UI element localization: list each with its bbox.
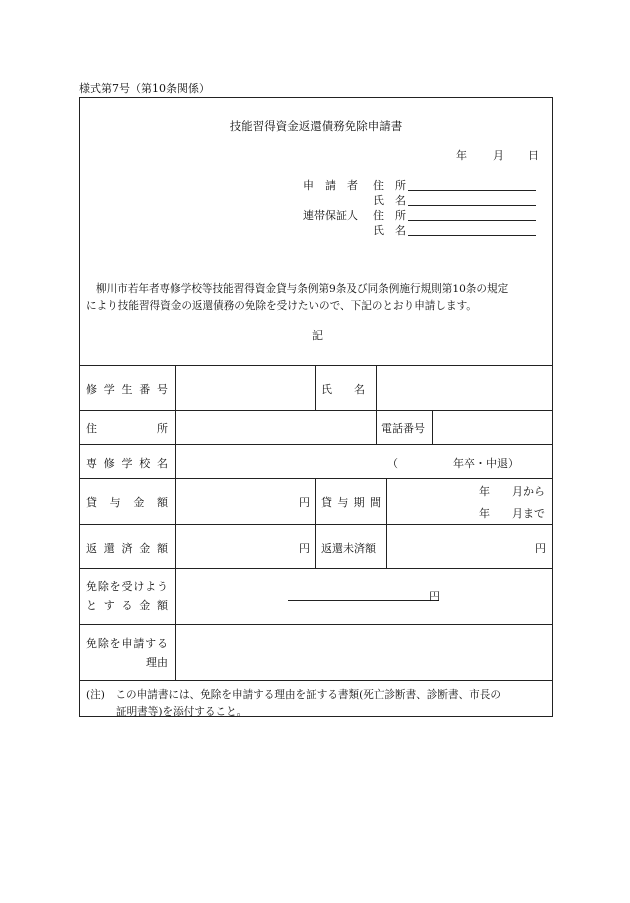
address-field[interactable]	[176, 411, 375, 443]
exempt-amount-yen: 円	[429, 590, 440, 603]
student-number-field[interactable]	[176, 366, 314, 409]
exempt-reason-label-line-2: 理由	[146, 656, 168, 669]
row-divider	[315, 478, 316, 568]
note-line-2: 証明書等)を添付すること。	[116, 706, 248, 718]
loan-period-from: 年 月から	[479, 485, 545, 498]
student-name-field[interactable]	[377, 366, 551, 409]
form-number: 様式第7号（第10条関係）	[79, 82, 210, 95]
student-number-label: 修学生番号	[86, 383, 168, 396]
unpaid-amount-label: 返還未済額	[321, 542, 376, 555]
exempt-reason-label-line-1: 免除を申請する	[86, 637, 168, 650]
applicant-name-field[interactable]	[408, 193, 536, 206]
applicant-address-field[interactable]	[408, 178, 536, 191]
table-divider	[80, 680, 552, 681]
applicant-address-label: 住 所	[373, 179, 406, 192]
address-label: 住所	[86, 422, 168, 435]
row-divider	[386, 478, 387, 568]
phone-label: 電話番号	[381, 422, 425, 435]
exempt-amount-label-line-2: とする金額	[86, 599, 168, 612]
applicant-role: 申 請 者	[303, 179, 358, 192]
school-label: 専修学校名	[86, 457, 168, 470]
guarantor-address-label: 住 所	[373, 209, 406, 222]
form-frame	[79, 97, 553, 717]
table-divider	[80, 478, 552, 479]
body-text-line-1: 柳川市若年者専修学校等技能習得資金貸与条例第9条及び同条例施行規則第10条の規定	[96, 283, 509, 295]
row-divider	[315, 365, 316, 410]
loan-period-to: 年 月まで	[479, 507, 545, 520]
exempt-amount-label-line-1: 免除を受けよう	[86, 580, 168, 593]
guarantor-name-field[interactable]	[408, 223, 536, 236]
ki-heading: 記	[312, 329, 323, 342]
repaid-amount-yen: 円	[299, 542, 310, 555]
table-divider	[80, 444, 552, 445]
guarantor-role: 連帯保証人	[303, 209, 358, 222]
name-label: 氏 名	[321, 383, 365, 396]
date-year: 年	[456, 149, 467, 162]
loan-amount-label: 貸与金額	[86, 496, 168, 509]
table-divider	[80, 568, 552, 569]
body-text-line-2: により技能習得資金の返還債務の免除を受けたいので、下記のとおり申請します。	[86, 300, 477, 312]
applicant-name-label: 氏 名	[373, 194, 406, 207]
note-line-1: (注) この申請書には、免除を申請する理由を証する書類(死亡診断書、診断書、市長の	[86, 689, 501, 701]
exempt-reason-field[interactable]	[176, 625, 551, 679]
date-month: 月	[493, 149, 504, 162]
loan-period-label: 貸与期間	[321, 496, 381, 509]
guarantor-address-field[interactable]	[408, 208, 536, 221]
phone-field[interactable]	[433, 411, 551, 443]
unpaid-amount-yen: 円	[535, 542, 546, 555]
guarantor-name-label: 氏 名	[373, 224, 406, 237]
exempt-amount-field[interactable]	[288, 588, 439, 601]
row-divider	[376, 410, 377, 444]
form-title: 技能習得資金返還債務免除申請書	[229, 119, 403, 133]
date-day: 日	[528, 149, 539, 162]
loan-amount-yen: 円	[299, 496, 310, 509]
school-graduation-status: （ 年卒・中退）	[387, 457, 519, 470]
table-divider	[80, 524, 552, 525]
repaid-amount-label: 返還済金額	[86, 542, 168, 555]
